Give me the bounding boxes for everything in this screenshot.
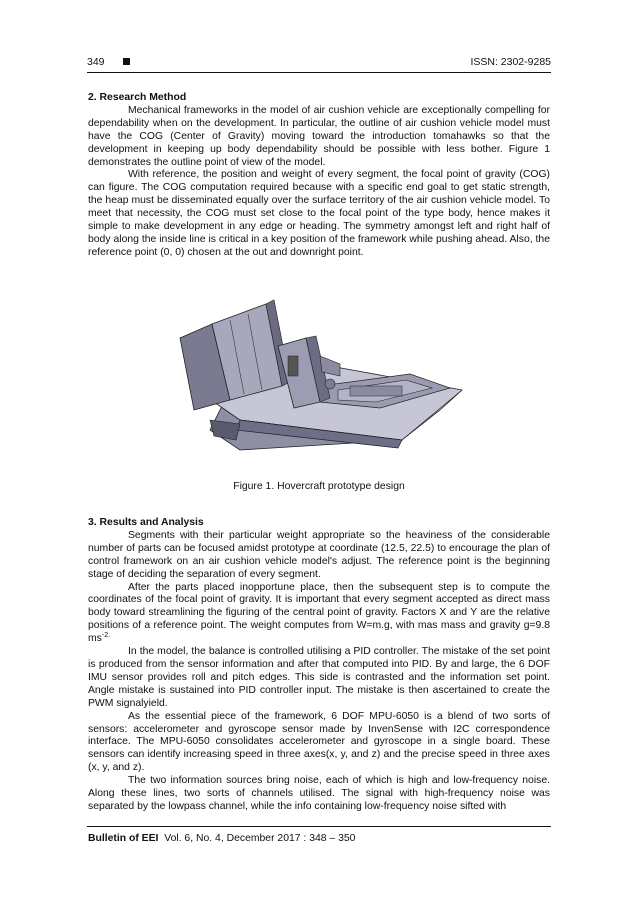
issn-label: ISSN: 2302-9285: [470, 56, 551, 68]
header-rule: [87, 72, 551, 73]
page-number: 349: [87, 56, 105, 68]
journal-details: Vol. 6, No. 4, December 2017 : 348 – 350: [164, 833, 356, 844]
paragraph: The two information sources bring noise, each of which is high and low-frequency noise. Along these lines, two sorts of channels utilised. The signal with high-frequency noise was separated by the lowpass channel, while the info containing low-frequency noise sifted with: [88, 775, 550, 812]
paragraph: In the model, the balance is controlled utilising a PID controller. The mistake of the set point is produced from the sensor information and after that computed into PID. By and large, the 6 DOF IMU sensor provides roll and pitch edges. This side is contrasted and the information set point. Angle mistake is sustained into PID controller input. The mistake is then ascertained to create the PWM signalyield.: [88, 646, 550, 709]
paragraph: With reference, the position and weight of every segment, the focal point of gravity (COG) can figure. The COG computation required because with a specific end goal to get static strength, the heap must be disseminated equally over the surface territory of the air cushion vehicle model. To meet that necessity, the COG must set close to the focal point of the type body, hence makes it simple to make development in any edge or heading. The symmetry amongst left and right half of body along the inside line is critical in a key position of the framework while pushing ahead. Also, the reference point (0, 0) chosen at the out and downright point.: [88, 169, 550, 258]
square-bullet-icon: [123, 58, 130, 65]
hovercraft-figure: [170, 290, 468, 458]
section-research-method: [88, 92, 550, 260]
figure-caption: Figure 1. Hovercraft prototype design: [233, 481, 405, 492]
paragraph-text: After the parts placed inopportune place, then the subsequent step is to compute the coordinates of the focal point of gravity. It is important that every segment accepted as direct mass body toward streamlining the figuring of the central point of gravity. Factors X and Y are the relative positions of a reference point. The weight computes from W=m.g, with mas mass and gravity g=9.8 ms: [88, 581, 550, 645]
footer-rule: [87, 826, 551, 827]
page-footer: [88, 832, 355, 845]
section-heading: 2. Research Method: [88, 92, 187, 103]
paragraph: [88, 582, 550, 647]
section-heading: 3. Results and Analysis: [88, 517, 204, 528]
section-results-analysis: [88, 517, 550, 814]
paragraph: Segments with their particular weight appropriate so the heaviness of the considerable number of parts can be focused amidst prototype at coordinate (12.5, 22.5) to encourage the plan of control framework on an air cushion vehicle model's adjust. The reference point is the beginning stage of deciding the separation of every segment.: [88, 529, 550, 580]
journal-name: Bulletin of EEI: [88, 833, 159, 844]
paragraph: As the essential piece of the framework, 6 DOF MPU-6050 is a blend of two sorts of sensors: accelerometer and gyroscope sensor made by InvenSense with I2C correspondence interface. The MPU-6050 consolidates accelerometer and gyroscope in a single board. These sensors can identify increasing speed in three axes(x, y, and z) and the precise speed in three axes (x, y, and z).: [88, 710, 550, 774]
superscript: -2.: [101, 632, 111, 640]
page-header: [87, 54, 551, 70]
paragraph: Mechanical frameworks in the model of air cushion vehicle are exceptionally compelling for dependability when on the development. In particular, the outline of air cushion vehicle model must have the COG (Center of Gravity) moving toward the introduction tomahawks so that the development in keeping up body dependability should be possible with less bother. Figure 1 demonstrates the outline point of view of the model.: [88, 104, 550, 168]
